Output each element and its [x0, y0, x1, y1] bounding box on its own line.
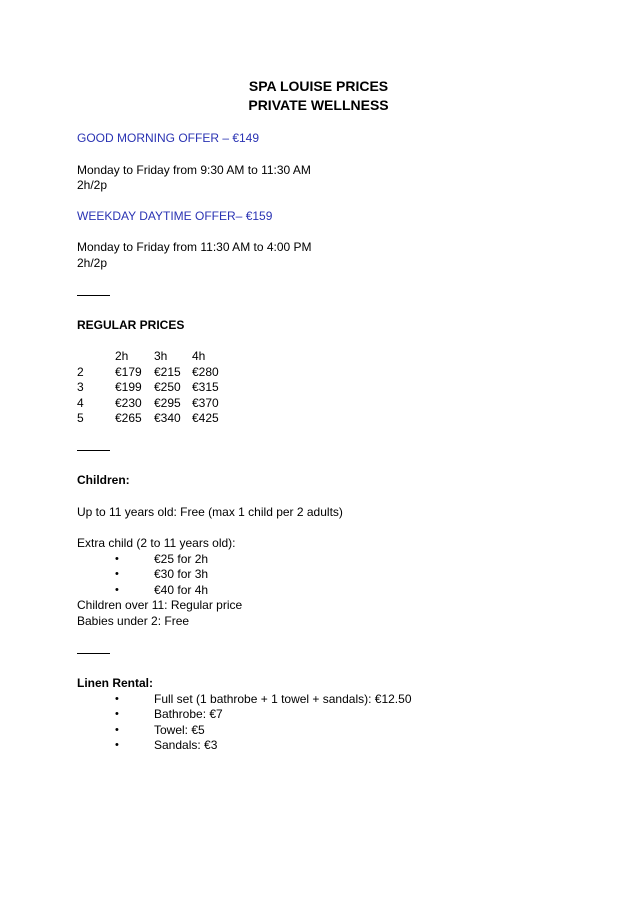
list-item-text: €40 for 4h [154, 583, 209, 597]
price-cell: €315 [192, 380, 219, 394]
price-cell: €250 [154, 380, 181, 394]
offer-schedule: Monday to Friday from 11:30 AM to 4:00 PM [77, 240, 312, 254]
persons-cell: 2 [77, 365, 84, 379]
linen-heading: Linen Rental: [77, 676, 154, 690]
list-item-text: Full set (1 bathrobe + 1 towel + sandals): €12.50 [154, 692, 412, 706]
persons-cell: 3 [77, 380, 84, 394]
price-cell: €425 [192, 411, 219, 425]
document-title: SPA LOUISE PRICES [248, 78, 389, 94]
list-item-text: €25 for 2h [154, 552, 209, 566]
offer-note: 2h/2p [77, 178, 108, 192]
bullet-icon: • [115, 693, 119, 705]
offer-schedule: Monday to Friday from 9:30 AM to 11:30 AM [77, 163, 311, 177]
price-cell: €265 [115, 411, 142, 425]
separator-line [77, 450, 110, 451]
offer-heading: GOOD MORNING OFFER – €149 [77, 131, 260, 145]
price-cell: €340 [154, 411, 181, 425]
price-column-header: 2h [115, 349, 129, 363]
bullet-icon: • [115, 708, 119, 720]
offer-note: 2h/2p [77, 256, 108, 270]
separator-line [77, 295, 110, 296]
list-item-text: Sandals: €3 [154, 738, 218, 752]
persons-cell: 4 [77, 396, 84, 410]
price-cell: €215 [154, 365, 181, 379]
document-subtitle: PRIVATE WELLNESS [248, 97, 389, 113]
price-cell: €370 [192, 396, 219, 410]
list-item-text: Bathrobe: €7 [154, 707, 223, 721]
price-cell: €199 [115, 380, 142, 394]
bullet-icon: • [115, 584, 119, 596]
price-cell: €179 [115, 365, 142, 379]
list-item-text: Towel: €5 [154, 723, 205, 737]
price-cell: €230 [115, 396, 142, 410]
separator-line [77, 653, 110, 654]
price-cell: €295 [154, 396, 181, 410]
bullet-icon: • [115, 724, 119, 736]
children-heading: Children: [77, 473, 130, 487]
extra-child-label: Extra child (2 to 11 years old): [77, 536, 236, 550]
babies-line: Babies under 2: Free [77, 614, 190, 628]
price-column-header: 3h [154, 349, 168, 363]
bullet-icon: • [115, 553, 119, 565]
price-column-header: 4h [192, 349, 206, 363]
list-item-text: €30 for 3h [154, 567, 209, 581]
regular-prices-heading: REGULAR PRICES [77, 318, 185, 332]
bullet-icon: • [115, 568, 119, 580]
price-cell: €280 [192, 365, 219, 379]
children-free-line: Up to 11 years old: Free (max 1 child per 2 adults) [77, 505, 343, 519]
offer-heading: WEEKDAY DAYTIME OFFER– €159 [77, 209, 273, 223]
persons-cell: 5 [77, 411, 84, 425]
children-over-11: Children over 11: Regular price [77, 598, 243, 612]
bullet-icon: • [115, 739, 119, 751]
